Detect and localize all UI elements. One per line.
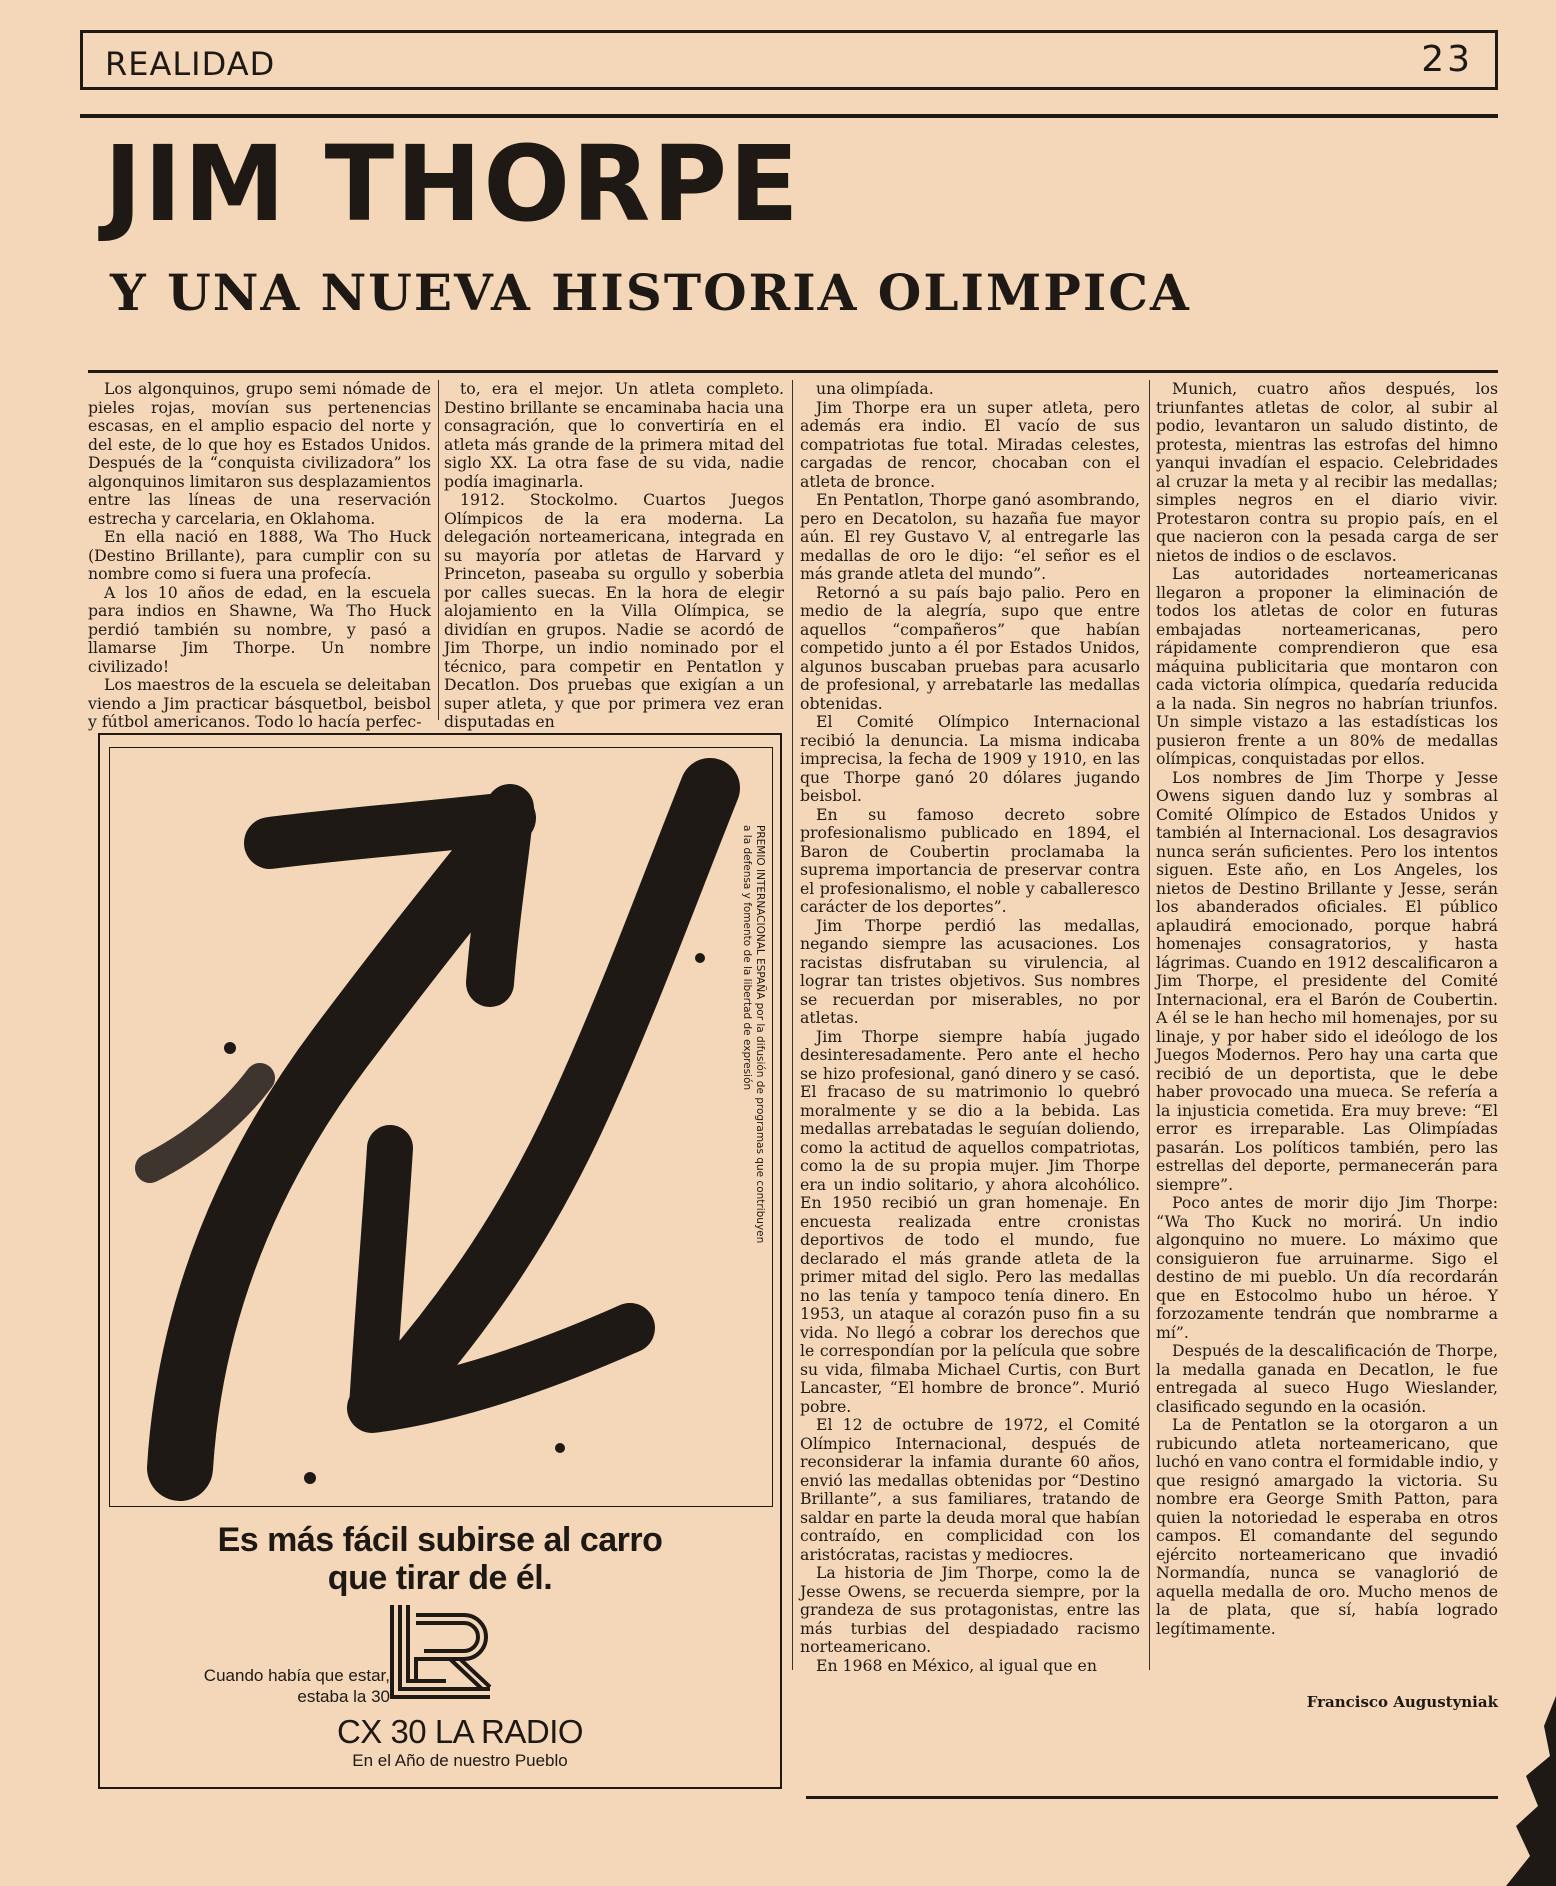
article-paragraph: Jim Thorpe era un super atleta, pero además era indio. El vacío de sus compatriotas fue total. Miradas celestes, cargadas de rencor, chocaban con el atleta de bronce. [800, 397, 1140, 491]
column-divider [792, 380, 793, 1670]
ad-award-line-2: a la defensa y fomento de la libertad de expresión [741, 825, 753, 1091]
article-paragraph: En su famoso decreto sobre profesionalismo publicado en 1894, el Baron de Coubertin proclamaba la suprema importancia de preservar contra el profesionalismo, el noble y caballeresco carácter de los deportes”. [800, 804, 1140, 916]
article-subtitle: Y UNA NUEVA HISTORIA OLIMPICA [110, 263, 1191, 322]
section-label: REALIDAD [105, 45, 276, 83]
article-paragraph: En Pentatlon, Thorpe ganó asombrando, pero en Decatolon, su hazaña fue mayor aún. El rey Gustavo V, al entregarle las medallas de oro le dijo: “el señor es el más grande atleta del mundo”. [800, 490, 1140, 583]
lr-logo-graphic [386, 1601, 496, 1701]
page-number: 23 [1421, 39, 1473, 80]
article-paragraph: El 12 de octubre de 1972, el Comité Olímpico Internacional, después de reconsiderar la infamia durante 60 años, envió las medallas obtenidas por “Destino Brillante”, a sus familiares, tratando de saldar en parte la deuda moral que habían contraído, en complicidad con los aristócratas, racistas y mediocres. [800, 1415, 1140, 1564]
column-divider [1149, 380, 1150, 1670]
ad-award-note [740, 825, 766, 1485]
article-paragraph: La historia de Jim Thorpe, como la de Jesse Owens, se recuerda siempre, por la grandeza de sus protagonistas, entre las más turbias del despiadado racismo norteamericano. [800, 1563, 1140, 1656]
footer-rule [806, 1796, 1498, 1799]
article-paragraph: Los algonquinos, grupo semi nómade de pieles rojas, movían sus pertenencias escasas, en el amplio espacio del norte y del este, de lo que hoy es Estados Unidos. Después de la “conquista civilizadora” los algonquinos limitaron sus desplazamientos entre las líneas de una reservación estrecha y carcelaria, en Oklahoma. [88, 379, 432, 528]
article-paragraph: A los 10 años de edad, en la escuela para indios en Shawne, Wa Tho Huck perdió también su nombre, y pasó a llamarse Jim Thorpe. Un nombre civilizado! [88, 582, 431, 676]
ad-slogan-line-1: Es más fácil subirse al carro [217, 1521, 663, 1559]
torn-corner-shape [1486, 1696, 1556, 1886]
article-column-1 [88, 379, 432, 731]
article-paragraph: El Comité Olímpico Internacional recibió la denuncia. La misma indicaba imprecisa, la fecha de 1909 y 1910, en las que Thorpe ganó 20 dólares jugando beisbol. [800, 712, 1140, 805]
article-paragraph: una olimpíada. [816, 379, 934, 398]
lr-radio-logo-icon [386, 1601, 496, 1701]
article-paragraph: Jim Thorpe perdió las medallas, negando siempre las acusaciones. Los racistas disfrutaban su virulencia, al lograr tan tristes objetivos. Sus nombres se recuerdan por miserables, no por atletas. [800, 915, 1140, 1027]
ad-slogan-line-2: que tirar de él. [327, 1559, 553, 1597]
article-paragraph: Retornó a su país bajo palio. Pero en medio de la alegría, supo que entre aquellos “compañeros” que habían competido junto a él por Estados Unidos, algunos buscaban pruebas para acusarlo de profesional, y arrebatarle las medallas obtenidas. [800, 582, 1140, 713]
header-rule [80, 114, 1498, 118]
ad-slogan [100, 1521, 780, 1597]
article-paragraph: En 1968 en México, al igual que en [816, 1655, 1097, 1675]
double-arrow-brush-icon [109, 747, 773, 1507]
page-header [80, 30, 1498, 90]
ad-footer: En el Año de nuestro Pueblo [352, 1751, 568, 1770]
article-paragraph: Los maestros de la escuela se deleitaban viendo a Jim practicar básquetbol, beisbol y fútbol americanos. Todo lo hacía perfec- [88, 675, 431, 731]
article-paragraph: Las autoridades norteamericanas llegaron a proponer la eliminación de todos los atletas de color en futuras embajadas norteamericanas, pero rápidamente comprendieron que esa máquina publicitaria que montaron con cada victoria olímpica, quedaría reducida a la nada. Sin negros no habrían triunfos. Un simple vistazo a las estadísticas los pusieron frente a un 80% de medallas olímpicas, conquistadas por ellos. [1156, 564, 1498, 768]
article-paragraph: 1912. Stockolmo. Cuartos Juegos Olímpicos de la era moderna. La delegación norteamericana, integrada en su mayoría por atletas de Harvard y Princeton, paseaba su orgullo y soberbia por calles suecas. En la hora de elegir alojamiento en la Villa Olímpica, se dividían en grupos. Nadie se acordó de Jim Thorpe, un indio nominado por el técnico, para competir en Pentatlon y Decatlon. Dos pruebas que exigían a un super atleta, y que por primera vez eran disputadas en [444, 490, 784, 731]
ad-tagline [150, 1665, 390, 1707]
article-paragraph: Los nombres de Jim Thorpe y Jesse Owens siguen dando luz y sombras al Comité Olímpico de Estados Unidos y también al Internacional. Los desagravios nunca serán suficientes. Pero los intentos siguen. Este año, en Los Angeles, los nietos de Destino Brillante y Jesse, serán los abanderados oficiales. El público aplaudirá emocionado, porque habrá homenajes consagratorios, y hasta lágrimas. Cuando en 1912 descalificaron a Jim Thorpe, el presidente del Comité Internacional, era el Barón de Coubertin. A él se le han hecho mil homenajes, por su linaje, y por haber sido el ideólogo de los Juegos Modernos. Pero hay una carta que recibió de un deportista, que le debe haber provocado una mueca. Se refería a la injusticia cometida. Era muy breve: “El error es irreparable. Las Olimpíadas pasarán. Los políticos también, pero las estrellas del deporte, permanecerán para siempre”. [1156, 767, 1498, 1194]
article-paragraph: Munich, cuatro años después, los triunfantes atletas de color, al subir al podio, levantaron un saludo distinto, de protesta, mientras las estrofas del himno yanqui invadían el espacio. Celebridades al cruzar la meta y al recibir las medallas; simples negros en el diario vivir. Protestaron contra su propio país, en el que nacieron con la pesada carga de ser nietos de indios o de esclavos. [1156, 379, 1498, 565]
ad-award-line-1: PREMIO INTERNACIONAL ESPAÑA por la difusión de programas que contribuyen [754, 825, 766, 1244]
article-byline: Francisco Augustyniak [1306, 1693, 1498, 1711]
radio-advertisement [98, 733, 782, 1789]
article-title: JIM THORPE [104, 123, 801, 245]
article-paragraph: La de Pentatlon se la otorgaron a un rubicundo atleta norteamericano, que luchó en vano contra el formidable indio, y que resignó amargado la victoria. Su nombre era George Smith Patton, para quien la notoriedad le esperaba en otros campos. El comandante del segundo ejército norteamericano que invadió Normandía, nunca se vanaglorió de aquella medalla de oro. Mucho menos de la de plata, que sí, había logrado legítimamente. [1156, 1415, 1498, 1638]
ad-tagline-line-1: Cuando había que estar, [203, 1666, 390, 1685]
title-rule [88, 370, 1498, 373]
article-column-3 [800, 379, 1140, 1675]
article-paragraph: Poco antes de morir dijo Jim Thorpe: “Wa Tho Kuck no morirá. Un indio algonquino no muere. Lo máximo que consiguieron fue arruinarme. Sigo el destino de mi pueblo. Un día recordarán que en Estocolmo hubo un héroe. Y forzozamente tendrán que nombrarme a mí”. [1156, 1193, 1498, 1342]
ad-tagline-line-2: estaba la 30 [297, 1687, 390, 1706]
article-paragraph: to, era el mejor. Un atleta completo. Destino brillante se encaminaba hacia una consagración, que lo convertiría en el atleta más grande de la primera mitad del siglo XX. La otra fase de su vida, nadie podía imaginarla. [444, 379, 784, 491]
article-column-4 [1156, 380, 1498, 1660]
ad-station-name: CX 30 LA RADIO [336, 1713, 584, 1750]
brush-arrows-graphic [110, 748, 774, 1508]
article-column-2 [444, 379, 784, 731]
column-divider [438, 380, 439, 720]
article-paragraph: En ella nació en 1888, Wa Tho Huck (Destino Brillante), para cumplir con su nombre como si fuera una profecía. [88, 527, 431, 583]
article-paragraph: Después de la descalificación de Thorpe, la medalla ganada en Decatlon, le fue entregada al sueco Hugo Wieslander, clasificado segundo en la ocasión. [1156, 1341, 1498, 1416]
article-paragraph: Jim Thorpe siempre había jugado desinteresadamente. Pero ante el hecho se hizo profesional, ganó dinero y se casó. El fracaso de su matrimonio lo quebró moralmente y se dio a la bebida. Las medallas arrebatadas le seguían doliendo, como la actitud de aquellos compatriotas, como la de su propia mujer. Jim Thorpe era un indio solitario, y ahora alcohólico. En 1950 recibió un gran homenaje. En encuesta realizada entre cronistas deportivos de todo el mundo, fue declarado el más grande atleta de la primer mitad del siglo. Pero las medallas no las tenía y tampoco tenía dinero. En 1953, un ataque al corazón puso fin a su vida. No llegó a cobrar los derechos que le correspondían por la película que sobre su vida, filmaba Michael Curtis, con Burt Lancaster, “El hombre de bronce”. Murió pobre. [800, 1026, 1140, 1416]
